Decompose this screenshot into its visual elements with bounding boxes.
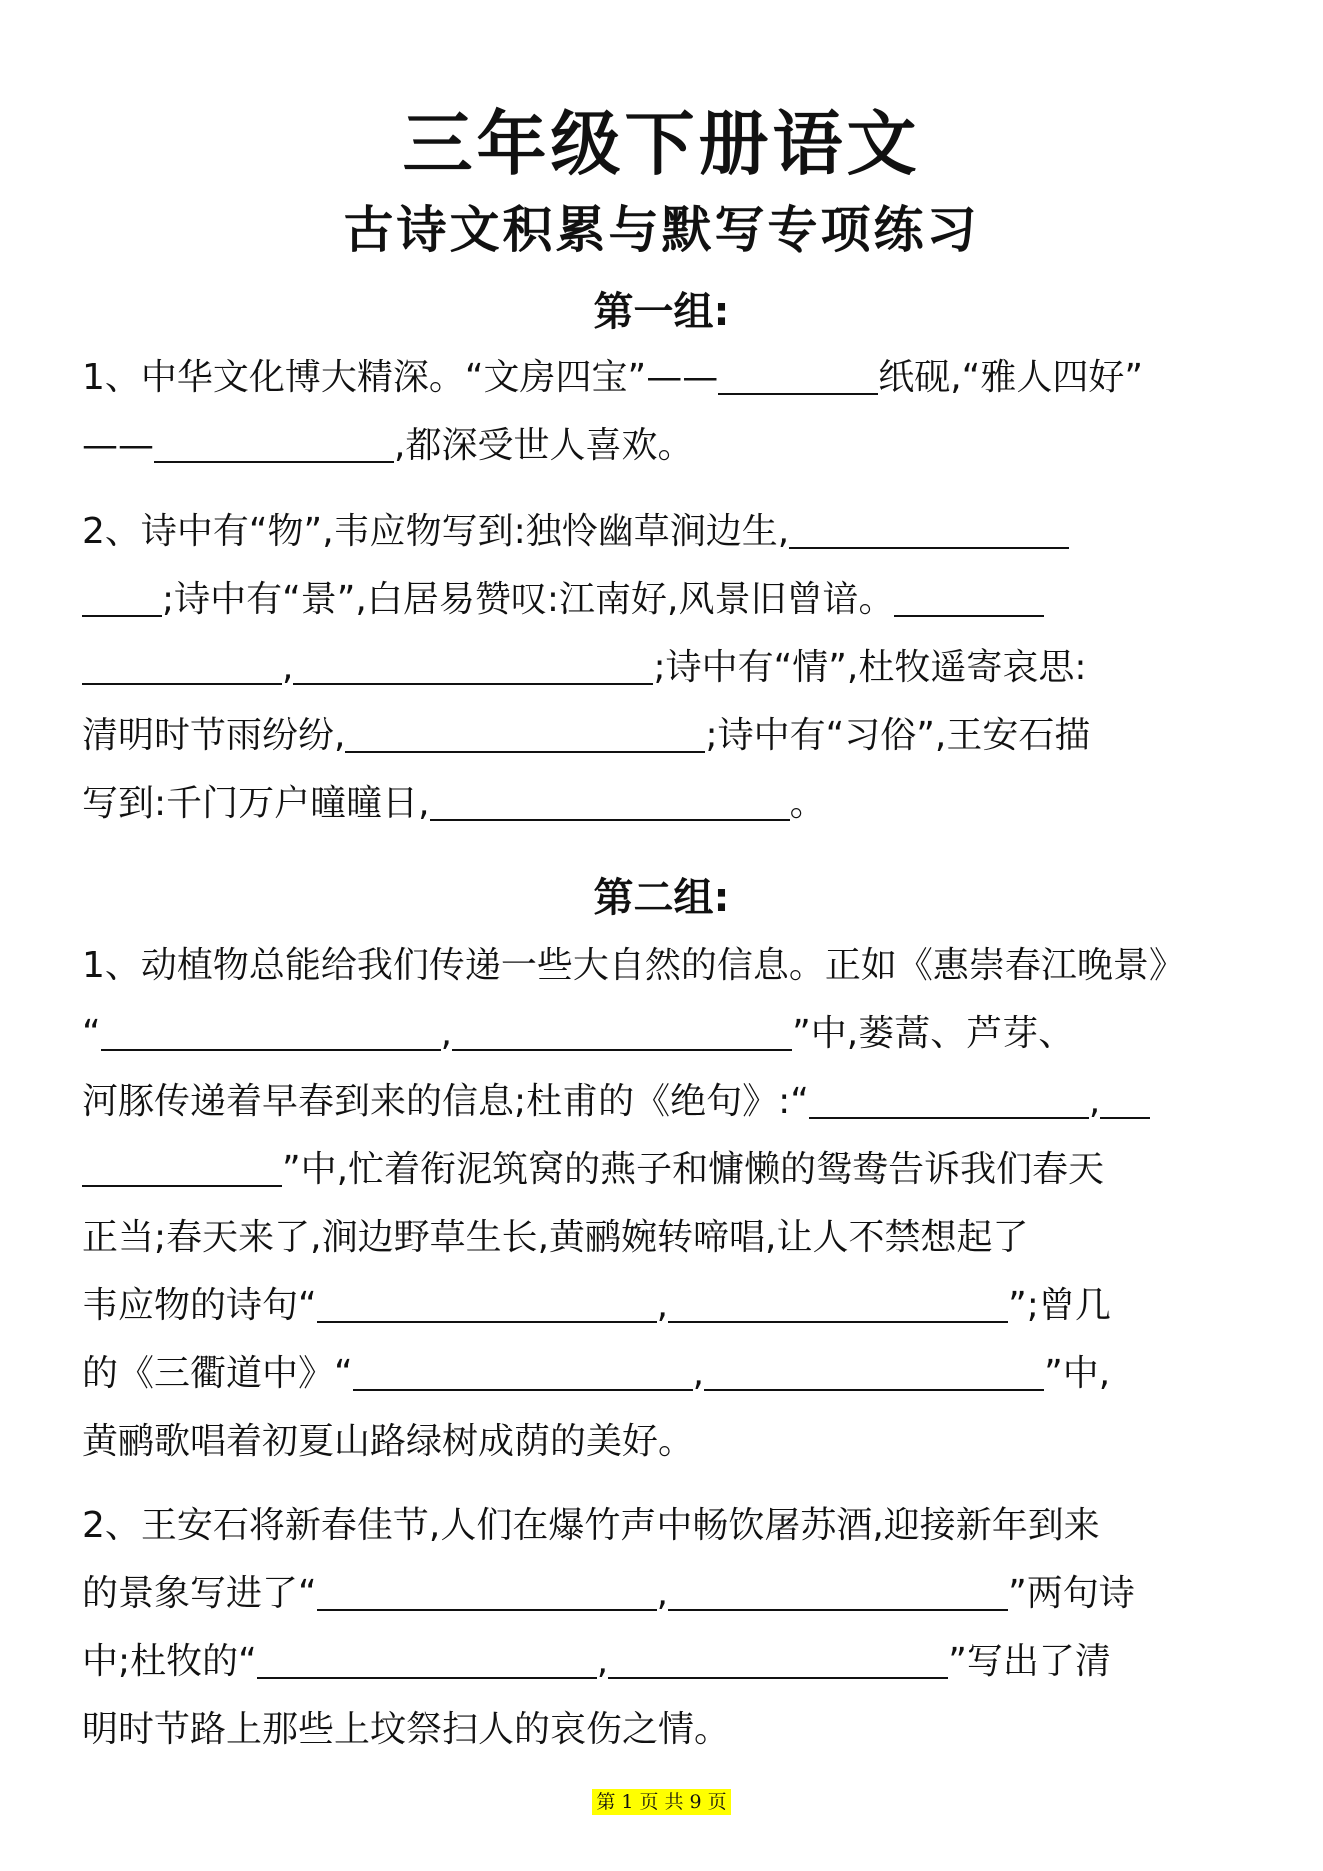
fill-blank[interactable]	[668, 1571, 1008, 1611]
group-1-line-2: —— ,都深受世人喜欢。	[82, 425, 694, 466]
fill-blank[interactable]	[317, 1283, 657, 1323]
group-2-line-4: ”中,忙着衔泥筑窝的燕子和慵懒的鸳鸯告诉我们春天	[82, 1144, 1104, 1196]
group-2-line-6: 韦应物的诗句“ , ”;曾几	[82, 1285, 1111, 1326]
fill-blank[interactable]	[894, 577, 1044, 617]
fill-blank[interactable]	[82, 577, 162, 617]
page-number: 第 1 页 共 9 页	[592, 1789, 730, 1815]
group-2-heading: 第二组:	[593, 875, 730, 921]
group-2-line-2: “ , ”中,蒌蒿、芦芽、	[82, 1013, 1075, 1054]
group-1-heading: 第一组:	[593, 289, 730, 335]
fill-blank[interactable]	[82, 645, 282, 685]
fill-blank[interactable]	[293, 645, 653, 685]
group-1-line-1: 1、中华文化博大精深。“文房四宝”—— 纸砚,“雅人四好”	[82, 357, 1143, 398]
fill-blank[interactable]	[809, 1079, 1089, 1119]
fill-blank[interactable]	[1100, 1079, 1150, 1119]
fill-blank[interactable]	[353, 1351, 693, 1391]
fill-blank[interactable]	[608, 1639, 948, 1679]
group-2-line-11: 中;杜牧的“ , ”写出了清	[82, 1641, 1111, 1682]
group-1-line-4: ;诗中有“景”,白居易赞叹:江南好,风景旧曾谙。	[82, 574, 1044, 626]
group-1-line-5: , ;诗中有“情”,杜牧遥寄哀思:	[82, 642, 1086, 694]
fill-blank[interactable]	[430, 781, 790, 821]
fill-blank[interactable]	[101, 1011, 441, 1051]
fill-blank[interactable]	[718, 355, 878, 395]
fill-blank[interactable]	[704, 1351, 1044, 1391]
fill-blank[interactable]	[82, 1147, 282, 1187]
group-2-line-9: 2、王安石将新春佳节,人们在爆竹声中畅饮屠苏酒,迎接新年到来	[82, 1505, 1100, 1546]
group-2-line-5: 正当;春天来了,涧边野草生长,黄鹂婉转啼唱,让人不禁想起了	[82, 1217, 1029, 1258]
group-1-line-6: 清明时节雨纷纷, ;诗中有“习俗”,王安石描	[82, 715, 1091, 756]
fill-blank[interactable]	[789, 509, 1069, 549]
group-2-line-1: 1、动植物总能给我们传递一些大自然的信息。正如《惠崇春江晚景》	[82, 945, 1185, 986]
page-title: 三年级下册语文	[402, 103, 921, 185]
fill-blank[interactable]	[257, 1639, 597, 1679]
fill-blank[interactable]	[345, 713, 705, 753]
page-footer	[0, 1787, 1323, 1814]
group-2-line-3: 河豚传递着早春到来的信息;杜甫的《绝句》:“ ,	[82, 1076, 1150, 1128]
fill-blank[interactable]	[452, 1011, 792, 1051]
fill-blank[interactable]	[668, 1283, 1008, 1323]
group-1-line-3: 2、诗中有“物”,韦应物写到:独怜幽草涧边生,	[82, 506, 1069, 558]
group-2-line-7: 的《三衢道中》“ , ”中,	[82, 1353, 1111, 1394]
group-2-line-8: 黄鹂歌唱着初夏山路绿树成荫的美好。	[82, 1421, 695, 1462]
page-subtitle: 古诗文积累与默写专项练习	[343, 201, 980, 259]
group-2-line-12: 明时节路上那些上坟祭扫人的哀伤之情。	[82, 1709, 731, 1750]
group-1-line-7: 写到:千门万户曈曈日, 。	[82, 783, 826, 824]
fill-blank[interactable]	[154, 423, 394, 463]
group-2-line-10: 的景象写进了“ , ”两句诗	[82, 1573, 1135, 1614]
fill-blank[interactable]	[317, 1571, 657, 1611]
